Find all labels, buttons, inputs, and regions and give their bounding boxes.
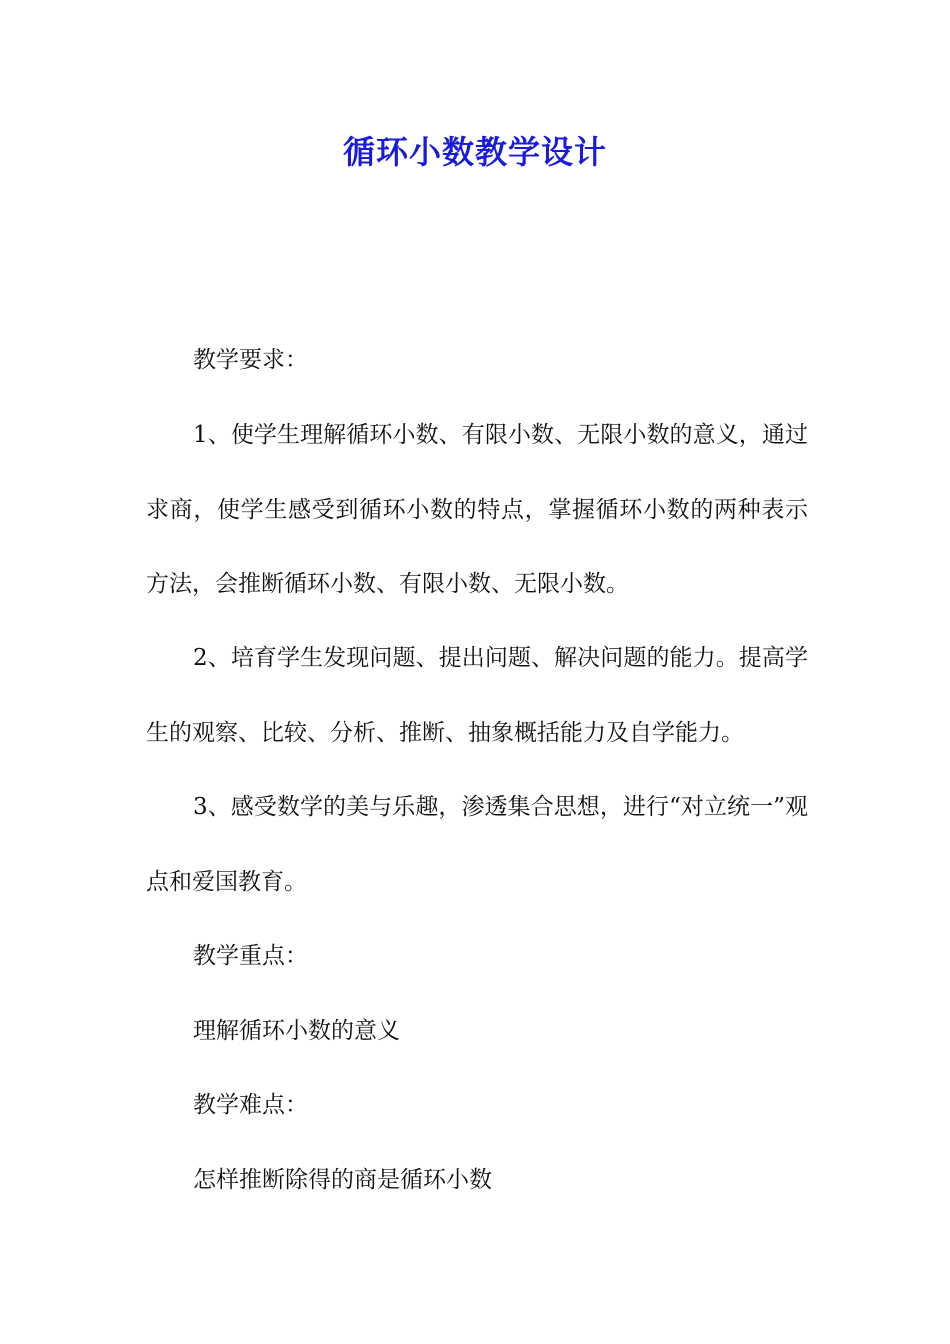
paragraph-requirement-3: 3、感受数学的美与乐趣，渗透集合思想，进行“对立统一”观点和爱国教育。	[146, 794, 808, 895]
paragraph-requirement-1: 1、使学生理解循环小数、有限小数、无限小数的意义，通过求商，使学生感受到循环小数的特点，掌握循环小数的两种表示方法，会推断循环小数、有限小数、无限小数。	[146, 422, 808, 597]
section-heading-requirements: 教学要求：	[193, 347, 308, 373]
document-title: 循环小数教学设计	[342, 133, 607, 171]
section-heading-key-points: 教学重点：	[193, 943, 308, 969]
paragraph-difficulty: 怎样推断除得的商是循环小数	[193, 1167, 492, 1193]
section-heading-difficulties: 教学难点：	[193, 1092, 308, 1118]
paragraph-key-point: 理解循环小数的意义	[193, 1018, 400, 1044]
paragraph-requirement-2: 2、培育学生发现问题、提出问题、解决问题的能力。提高学生的观察、比较、分析、推断、抽象概括能力及自学能力。	[146, 645, 808, 746]
